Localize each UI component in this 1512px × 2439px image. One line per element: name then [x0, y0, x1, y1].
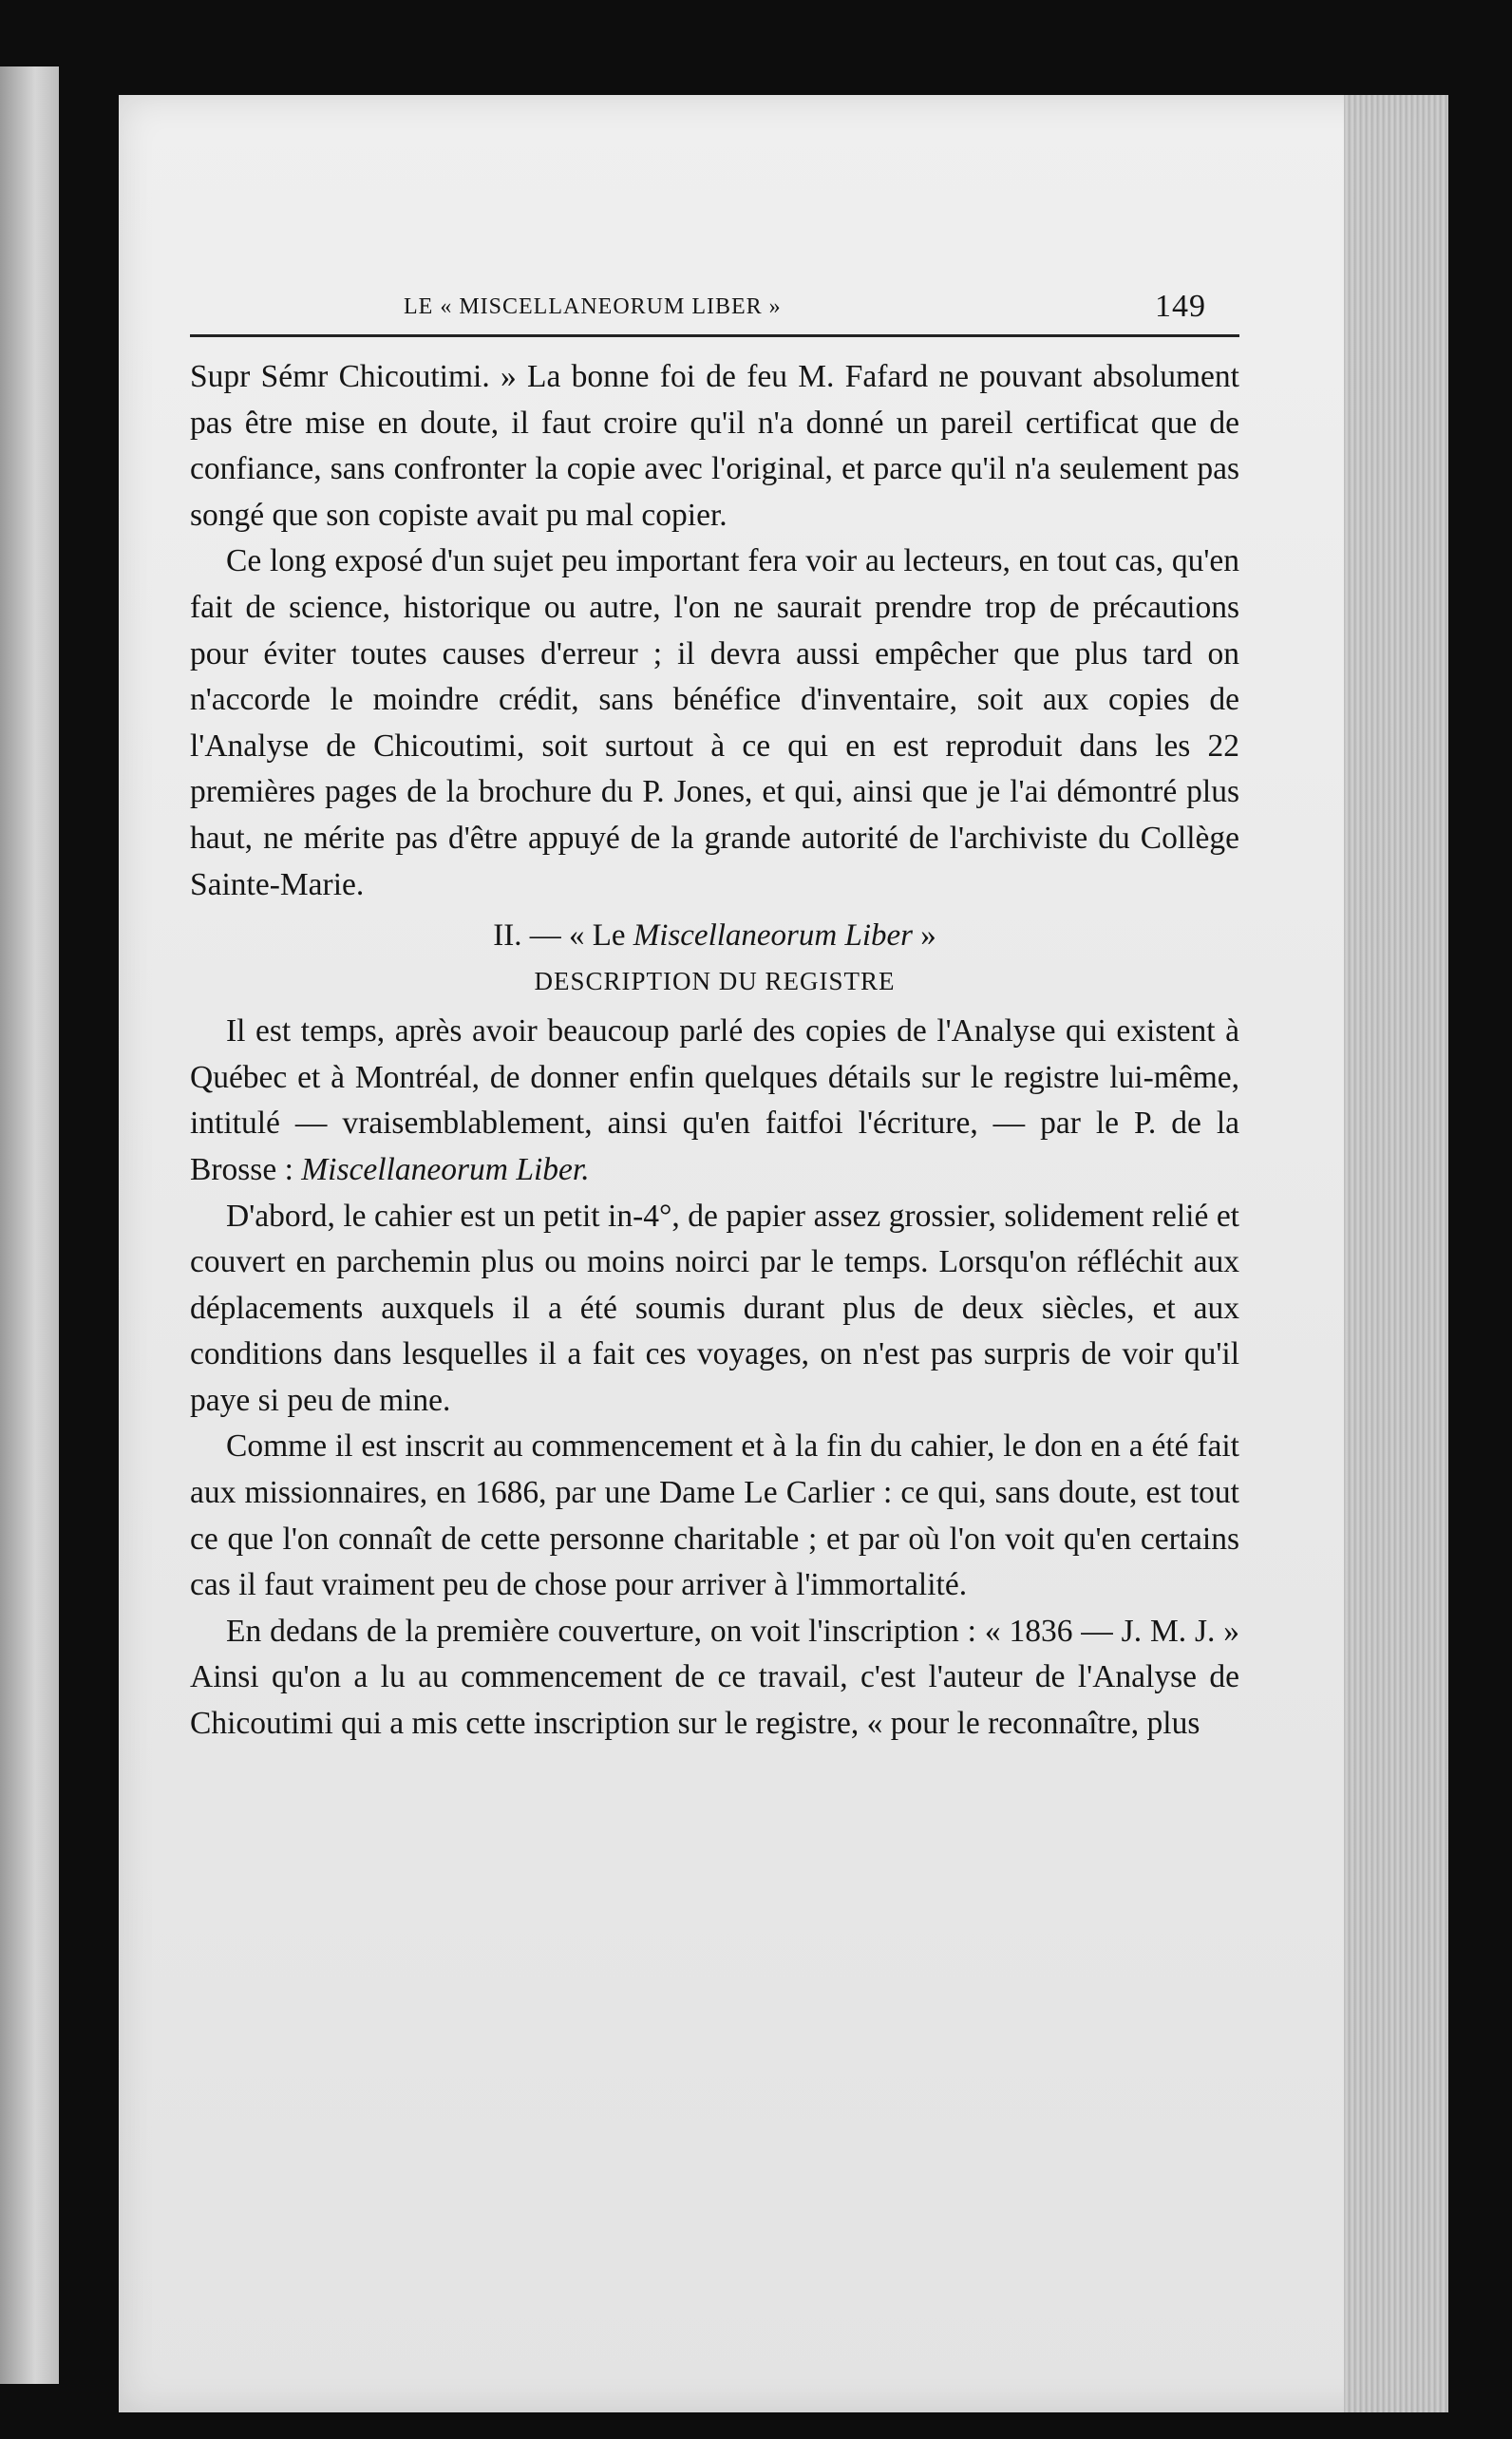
paragraph-6: En dedans de la première couverture, on voit l'inscription : « 1836 — J. M. J. » Ainsi qu'on a lu au commencement de ce travail, c'est l'auteur de l'Analyse de Chicoutimi qui a mis cette inscription sur le registre, « pour le reconnaître, plus — [190, 1613, 1239, 1742]
paragraph-4: D'abord, le cahier est un petit in-4°, de papier assez grossier, solidement relié et couvert en parchemin plus ou moins noirci par le temps. Lorsqu'on réfléchit aux déplacements auxquels il a été soumis durant plus de deux siècles, et aux conditions dans lesquelles il a fait ces voyages, on n'est pas surpris de voir qu'il paye si peu de mine. — [190, 1198, 1239, 1418]
section-close: » — [920, 918, 936, 954]
paragraph-1: Supr Sémr Chicoutimi. » La bonne foi de feu M. Fafard ne pouvant absolument pas être mise en doute, il faut croire qu'il n'a donné un pareil certificat que de confiance, sans confronter la copie avec l'original, et parce qu'il n'a seulement pas songé que son copiste avait pu mal copier. — [190, 359, 1239, 533]
section-subheading: DESCRIPTION DU REGISTRE — [534, 967, 896, 996]
body-text — [190, 354, 1239, 1748]
section-number: II. — « Le — [493, 918, 626, 954]
running-head — [190, 285, 1239, 337]
paragraph-3 — [190, 1009, 1239, 1193]
running-head-title: LE « MISCELLANEORUM LIBER » — [404, 294, 782, 319]
paragraph-2: Ce long exposé d'un sujet peu important fera voir au lecteurs, en tout cas, qu'en fait de science, historique ou autre, l'on ne saurait prendre trop de précautions pour éviter toutes causes d'erreur ; il devra aussi empêcher que plus tard on n'accorde le moindre crédit, sans bénéfice d'inventaire, soit aux copies de l'Analyse de Chicoutimi, soit surtout à ce qui en est reproduit dans les 22 premières pages de la brochure du P. Jones, et qui, ainsi que je l'ai démontré plus haut, ne mérite pas d'être appuyé de la grande autorité de l'archiviste du Collège Sainte-Marie. — [190, 543, 1239, 902]
paragraph-5: Comme il est inscrit au commencement et à la fin du cahier, le don en a été fait aux missionnaires, en 1686, par une Dame Le Carlier : ce qui, sans doute, est tout ce que l'on connaît de cette personne charitable ; et par où l'on voit qu'en certains cas il faut vraiment peu de chose pour arriver à l'immortalité. — [190, 1428, 1239, 1603]
adjacent-page-edge — [0, 66, 59, 2384]
section-title: Miscellaneorum Liber — [633, 918, 913, 954]
section-heading — [190, 912, 1239, 959]
paragraph-3-title: Miscellaneorum Liber. — [301, 1151, 590, 1187]
page-stack-edge — [1344, 95, 1448, 2412]
paragraph-3-text: Il est temps, après avoir beaucoup parlé des copies de l'Analyse qui existent à Québec et à Montréal, de donner enfin quelques détails sur le registre lui-même, intitulé — vraisemblablement, ainsi qu'en faitfoi l'écriture, — par le P. de la Brosse : — [190, 1013, 1239, 1187]
text-block — [190, 285, 1239, 1748]
book-page — [119, 95, 1448, 2412]
page-number: 149 — [1155, 289, 1206, 324]
